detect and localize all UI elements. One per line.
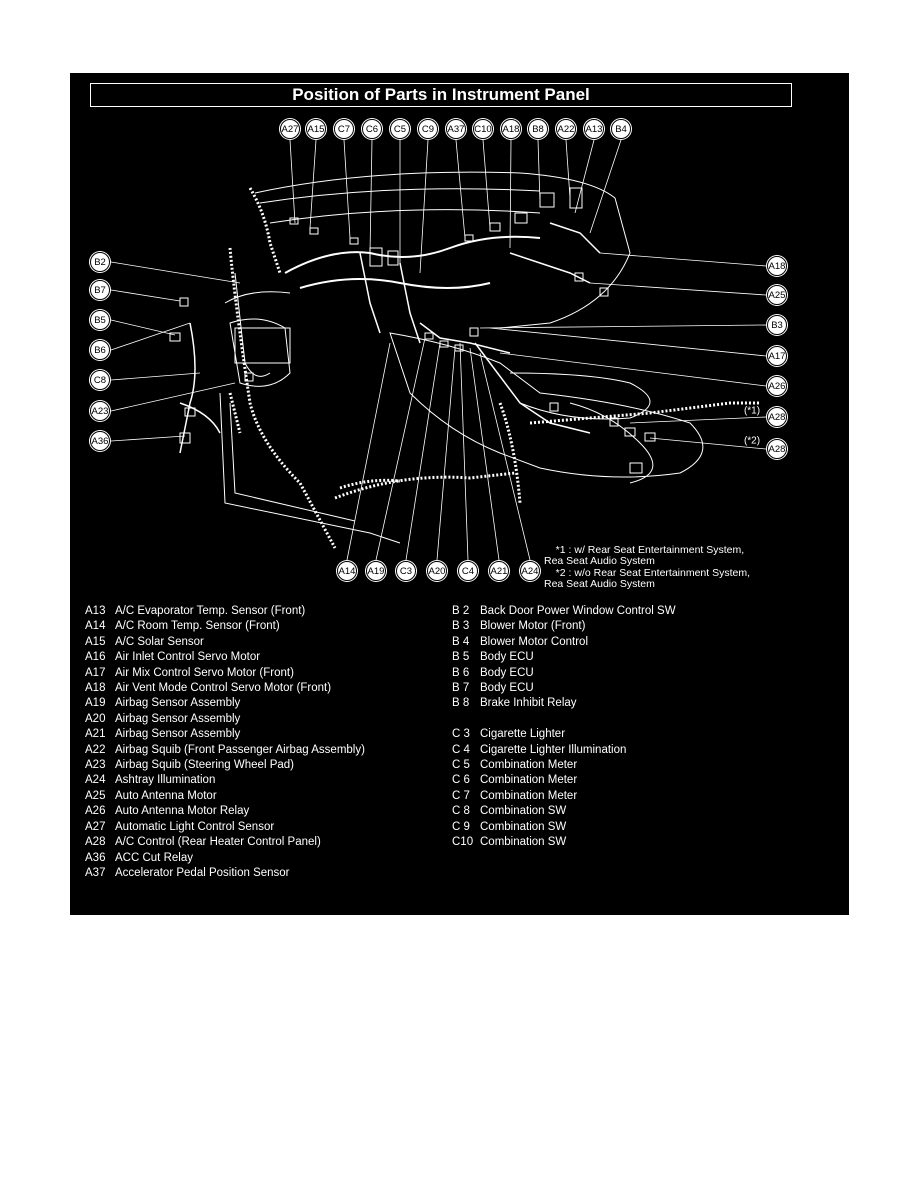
callout-label: A28 bbox=[768, 444, 786, 455]
callout-label: A15 bbox=[307, 124, 325, 135]
legend-label: Combination SW bbox=[480, 820, 567, 833]
callout-badge bbox=[766, 255, 788, 277]
leader-line bbox=[510, 140, 511, 248]
legend-code: C 3 bbox=[452, 728, 470, 741]
legend-label: Airbag Sensor Assembly bbox=[115, 712, 241, 725]
legend-code: A23 bbox=[85, 759, 106, 772]
callout-badge bbox=[766, 345, 788, 367]
legend-row bbox=[452, 666, 676, 681]
legend-code: C 4 bbox=[452, 743, 470, 756]
leader-line bbox=[406, 343, 440, 560]
legend-code: C 9 bbox=[452, 820, 470, 833]
legend-label: Combination Meter bbox=[480, 774, 578, 787]
callout-label: A13 bbox=[585, 124, 603, 135]
leader-line bbox=[111, 436, 185, 441]
legend-code: B 4 bbox=[452, 635, 470, 648]
leader-line bbox=[290, 140, 295, 223]
legend-code: B 3 bbox=[452, 620, 470, 633]
callout-label: B5 bbox=[94, 315, 106, 326]
legend-label: Combination Meter bbox=[480, 759, 578, 772]
legend-row bbox=[85, 650, 365, 665]
legend-code: C 6 bbox=[452, 774, 470, 787]
callout-label: A14 bbox=[338, 566, 356, 577]
callout-badge bbox=[766, 284, 788, 306]
legend-label: Combination SW bbox=[480, 805, 567, 818]
legend-code: B 5 bbox=[452, 651, 470, 664]
legend-code: A17 bbox=[85, 666, 106, 679]
callout-badge bbox=[417, 118, 439, 140]
legend-row bbox=[452, 804, 676, 819]
leader-line bbox=[370, 140, 372, 253]
callout-label: A25 bbox=[768, 290, 786, 301]
callout-leader-lines bbox=[111, 140, 766, 560]
legend-row bbox=[85, 820, 365, 835]
leader-line bbox=[111, 290, 180, 301]
leader-line bbox=[590, 283, 766, 295]
callout-badge bbox=[500, 118, 522, 140]
legend-row bbox=[452, 712, 676, 727]
legend-row bbox=[452, 681, 676, 696]
callout-label: A26 bbox=[768, 381, 786, 392]
legend-label: ACC Cut Relay bbox=[115, 851, 193, 864]
callout-label: B8 bbox=[532, 124, 544, 135]
callout-badge bbox=[89, 309, 111, 331]
leader-line bbox=[111, 320, 175, 335]
callout-label: C5 bbox=[393, 124, 407, 135]
legend-code: A37 bbox=[85, 866, 106, 879]
callout-label: A21 bbox=[490, 566, 508, 577]
callout-label: A27 bbox=[281, 124, 299, 135]
legend-label: A/C Room Temp. Sensor (Front) bbox=[115, 620, 280, 633]
legend-code: A27 bbox=[85, 820, 106, 833]
callout-badge bbox=[766, 314, 788, 336]
legend-row bbox=[85, 619, 365, 634]
callout-badge bbox=[445, 118, 467, 140]
footnote-1-text: w/ Rear Seat Entertainment System, Rea Seat Audio System bbox=[544, 544, 745, 567]
callout-label: C3 bbox=[399, 566, 413, 577]
callout-badge bbox=[305, 118, 327, 140]
leader-line bbox=[344, 140, 350, 238]
legend-code: C 8 bbox=[452, 805, 470, 818]
legend-row bbox=[85, 604, 365, 619]
legend-code: A25 bbox=[85, 789, 106, 802]
diagram-panel bbox=[70, 73, 849, 915]
dashboard-line-art bbox=[170, 172, 760, 548]
legend-label: Cigarette Lighter Illumination bbox=[480, 743, 627, 756]
legend-code: A26 bbox=[85, 805, 106, 818]
callout-label: B2 bbox=[94, 257, 106, 268]
legend-row bbox=[452, 650, 676, 665]
legend-row bbox=[85, 727, 365, 742]
callout-badge bbox=[89, 369, 111, 391]
callout-badge bbox=[426, 560, 448, 582]
legend-code: A14 bbox=[85, 620, 106, 633]
callout-badge bbox=[527, 118, 549, 140]
callout-badge bbox=[610, 118, 632, 140]
leader-line bbox=[376, 338, 425, 560]
legend-label: Body ECU bbox=[480, 682, 534, 695]
legend-row bbox=[85, 835, 365, 850]
legend-label: Back Door Power Window Control SW bbox=[480, 605, 676, 617]
leader-line bbox=[310, 140, 316, 228]
callout-badge bbox=[89, 430, 111, 452]
legend-row bbox=[452, 820, 676, 835]
callout-label: A23 bbox=[91, 406, 109, 417]
legend-label: Auto Antenna Motor bbox=[115, 789, 217, 802]
legend-row bbox=[85, 773, 365, 788]
callout-label: C8 bbox=[93, 375, 107, 386]
legend-label: Cigarette Lighter bbox=[480, 728, 566, 741]
legend-label: Ashtray Illumination bbox=[115, 774, 216, 787]
callout-badge bbox=[555, 118, 577, 140]
legend-label: A/C Control (Rear Heater Control Panel) bbox=[115, 836, 321, 849]
leader-line bbox=[630, 417, 766, 423]
callout-badge bbox=[365, 560, 387, 582]
callout-label: A18 bbox=[768, 261, 786, 272]
legend-row bbox=[452, 789, 676, 804]
legend-left-column bbox=[85, 604, 365, 881]
callout-label: C7 bbox=[337, 124, 351, 135]
legend-code bbox=[452, 712, 480, 727]
legend-row bbox=[85, 681, 365, 696]
footnote-2-mark: *2 : bbox=[555, 567, 572, 579]
callout-label: A36 bbox=[91, 436, 109, 447]
callout-badge bbox=[89, 339, 111, 361]
legend-label: Air Inlet Control Servo Motor bbox=[115, 651, 261, 664]
legend-label: Combination Meter bbox=[480, 789, 578, 802]
callout-label: C9 bbox=[421, 124, 435, 135]
callout-badge bbox=[488, 560, 510, 582]
callout-badge bbox=[472, 118, 494, 140]
legend-label: Body ECU bbox=[480, 651, 534, 664]
legend-label: Airbag Squib (Steering Wheel Pad) bbox=[115, 759, 294, 772]
legend-row bbox=[452, 773, 676, 788]
legend-row bbox=[85, 696, 365, 711]
leader-line bbox=[460, 343, 468, 560]
leader-line bbox=[111, 323, 190, 350]
legend-row bbox=[452, 604, 676, 619]
legend-code: A36 bbox=[85, 851, 106, 864]
legend-code: A24 bbox=[85, 774, 106, 787]
legend-label: Brake Inhibit Relay bbox=[480, 697, 577, 710]
legend-label: Automatic Light Control Sensor bbox=[115, 820, 275, 833]
leader-line bbox=[111, 262, 240, 283]
legend-row bbox=[452, 619, 676, 634]
callout-label: A24 bbox=[521, 566, 539, 577]
leader-line bbox=[111, 383, 235, 411]
leader-line bbox=[538, 140, 540, 203]
callout-label: A19 bbox=[367, 566, 385, 577]
footnote-2-text: w/o Rear Seat Entertainment System, Rea Seat Audio System bbox=[544, 567, 751, 590]
legend-label: A/C Evaporator Temp. Sensor (Front) bbox=[115, 605, 306, 617]
legend-row bbox=[452, 743, 676, 758]
leader-line bbox=[111, 373, 200, 380]
legend-label: Auto Antenna Motor Relay bbox=[115, 805, 250, 818]
callout-label: B4 bbox=[615, 124, 627, 135]
legend-code: B 6 bbox=[452, 666, 470, 679]
option-mark: (*2) bbox=[743, 435, 761, 447]
callout-badge bbox=[583, 118, 605, 140]
callout-badge bbox=[361, 118, 383, 140]
legend-row bbox=[452, 758, 676, 773]
callout-badge bbox=[333, 118, 355, 140]
legend-code: C 7 bbox=[452, 789, 470, 802]
callout-label: A17 bbox=[768, 351, 786, 362]
callout-label: A22 bbox=[557, 124, 575, 135]
leader-line bbox=[490, 328, 766, 356]
legend-code: A20 bbox=[85, 712, 106, 725]
callout-badge bbox=[279, 118, 301, 140]
legend-label: Air Mix Control Servo Motor (Front) bbox=[115, 666, 294, 679]
leader-line bbox=[566, 140, 570, 198]
option-mark: (*1) bbox=[743, 405, 761, 417]
footnote-1-mark: *1 : bbox=[555, 544, 572, 556]
callout-badge bbox=[336, 560, 358, 582]
callout-badge bbox=[457, 560, 479, 582]
legend-code: A15 bbox=[85, 635, 106, 648]
leader-line bbox=[437, 348, 455, 560]
legend-code: B 2 bbox=[452, 605, 470, 617]
legend-code: A13 bbox=[85, 605, 106, 617]
legend-label: Body ECU bbox=[480, 666, 534, 679]
callout-badge bbox=[89, 251, 111, 273]
legend-code: A16 bbox=[85, 651, 106, 664]
legend-row bbox=[85, 758, 365, 773]
legend-label: Blower Motor Control bbox=[480, 635, 589, 648]
legend-row bbox=[85, 635, 365, 650]
leader-line bbox=[420, 140, 428, 273]
legend-label: Blower Motor (Front) bbox=[480, 620, 586, 633]
callout-label: A18 bbox=[502, 124, 520, 135]
callout-badge bbox=[766, 438, 788, 460]
legend-label: Accelerator Pedal Position Sensor bbox=[115, 866, 290, 879]
callout-label: A20 bbox=[428, 566, 446, 577]
legend-row bbox=[85, 866, 365, 881]
legend-row bbox=[85, 804, 365, 819]
legend-code: A21 bbox=[85, 728, 106, 741]
callout-label: B3 bbox=[771, 320, 783, 331]
callout-badge bbox=[519, 560, 541, 582]
legend-label: A/C Solar Sensor bbox=[115, 635, 204, 648]
leader-line bbox=[500, 353, 766, 386]
callout-label: A28 bbox=[768, 412, 786, 423]
legend-row bbox=[452, 635, 676, 650]
legend-row bbox=[452, 696, 676, 711]
callout-label: B6 bbox=[94, 345, 106, 356]
legend-code: A19 bbox=[85, 697, 106, 710]
legend-label: Airbag Squib (Front Passenger Airbag Assembly) bbox=[115, 743, 365, 756]
callout-badge bbox=[389, 118, 411, 140]
callout-label: A37 bbox=[447, 124, 465, 135]
legend-code: B 7 bbox=[452, 682, 470, 695]
legend-code: B 8 bbox=[452, 697, 470, 710]
callout-label: B7 bbox=[94, 285, 106, 296]
legend-row bbox=[85, 712, 365, 727]
legend-label: Airbag Sensor Assembly bbox=[115, 697, 241, 710]
callout-badge bbox=[766, 406, 788, 428]
leader-line bbox=[483, 140, 490, 228]
callout-badge bbox=[395, 560, 417, 582]
legend-row bbox=[85, 851, 365, 866]
leader-line bbox=[575, 140, 594, 213]
legend-label: Combination SW bbox=[480, 836, 567, 849]
legend-label: Airbag Sensor Assembly bbox=[115, 728, 241, 741]
legend-code: A18 bbox=[85, 682, 106, 695]
callout-badge bbox=[89, 279, 111, 301]
legend-code: A22 bbox=[85, 743, 106, 756]
callout-label: C4 bbox=[461, 566, 475, 577]
legend-row bbox=[85, 789, 365, 804]
legend-code: C10 bbox=[452, 836, 474, 849]
callout-badge bbox=[89, 400, 111, 422]
callout-label: C10 bbox=[474, 124, 492, 135]
legend-code: C 5 bbox=[452, 759, 470, 772]
legend-right-column bbox=[452, 604, 676, 850]
legend-row bbox=[85, 666, 365, 681]
diagram-title: Position of Parts in Instrument Panel bbox=[90, 83, 792, 107]
callout-badge bbox=[766, 375, 788, 397]
callout-label: C6 bbox=[365, 124, 379, 135]
legend-row bbox=[452, 727, 676, 742]
footnote-2 bbox=[544, 557, 750, 601]
leader-line bbox=[470, 348, 499, 560]
asterisk-marks bbox=[744, 406, 760, 447]
legend-row bbox=[85, 743, 365, 758]
legend-code: A28 bbox=[85, 836, 106, 849]
legend-label: Air Vent Mode Control Servo Motor (Front) bbox=[115, 682, 332, 695]
legend-row bbox=[452, 835, 676, 850]
